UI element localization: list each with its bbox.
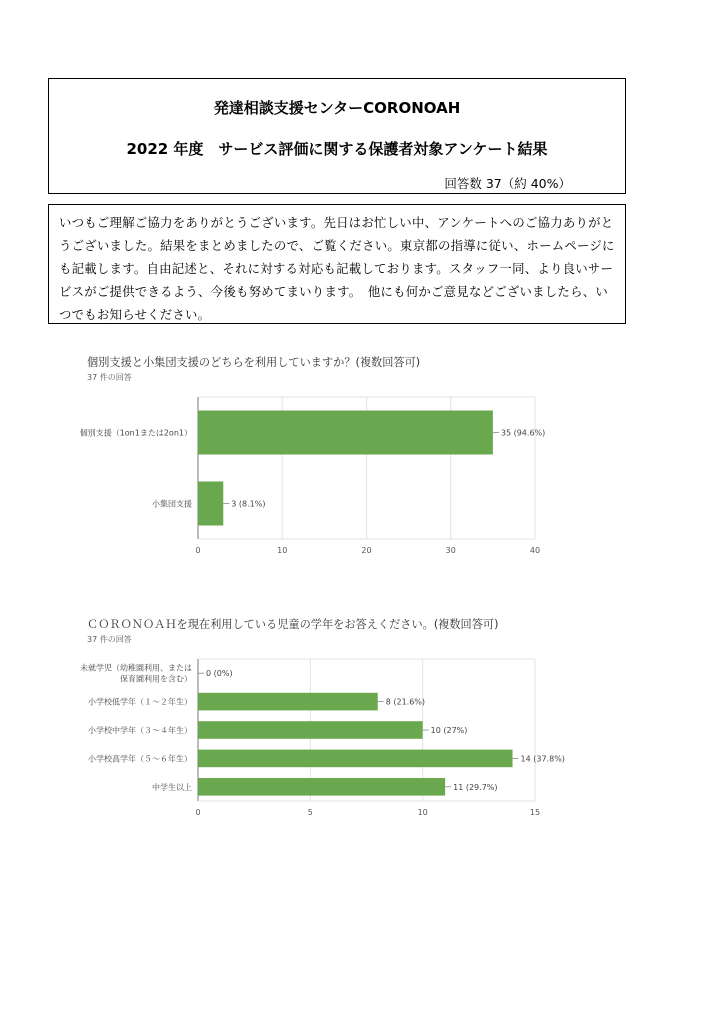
x-tick-label: 0 xyxy=(195,546,201,555)
chart-subtitle: 37 件の回答 xyxy=(87,635,132,644)
bar xyxy=(198,481,223,525)
category-label: 小集団支援 xyxy=(152,499,192,509)
data-label: 10 (27%) xyxy=(430,726,468,735)
category-label: 小学校高学年（５～６年生） xyxy=(88,754,192,764)
data-label: 11 (29.7%) xyxy=(453,782,498,792)
bar xyxy=(198,721,423,739)
chart-grade xyxy=(0,612,724,832)
chart-support-type-svg xyxy=(0,340,724,570)
response-count: 回答数 37（約 40%） xyxy=(444,176,571,191)
x-tick-label: 5 xyxy=(307,808,313,817)
bar xyxy=(198,410,493,454)
chart-subtitle: 37 件の回答 xyxy=(87,373,132,382)
x-tick-label: 10 xyxy=(417,808,428,817)
page-title: 発達相談支援センターCORONOAH xyxy=(213,99,461,117)
chart-support-type xyxy=(0,340,724,570)
x-tick-label: 20 xyxy=(361,546,372,555)
x-tick-label: 15 xyxy=(529,808,541,817)
bar xyxy=(198,693,378,711)
page-subtitle: 2022 年度 サービス評価に関する保護者対象アンケート結果 xyxy=(126,140,548,158)
x-tick-label: 10 xyxy=(277,546,288,555)
data-label: 35 (94.6%) xyxy=(500,428,546,438)
bar xyxy=(198,750,513,768)
x-tick-label: 40 xyxy=(529,546,541,555)
category-label: 個別支援（1on1または2on1） xyxy=(79,428,192,438)
category-label: 中学生以上 xyxy=(152,782,192,792)
category-label: 保育園利用を含む） xyxy=(120,674,192,684)
category-label: 未就学児（幼稚園利用、または xyxy=(80,663,192,673)
data-label: 8 (21.6%) xyxy=(385,697,426,707)
x-tick-label: 0 xyxy=(195,808,201,817)
intro-text: いつもご理解ご協力をありがとうございます。先日はお忙しい中、アンケートへのご協力ありがとうございました。結果をまとめましたので、ご覧ください。東京都の指導に従い、ホームページにも記載します。自由記述と、それに対する対応も記載しております。スタッフ一同、より良いサービスがご提供できるよう、今後も努めてまいります。 他にも何かご意見などございましたら、いつでもお知らせください。 xyxy=(48,204,626,324)
bar xyxy=(198,778,445,796)
chart-title: ＣＯＲＯＮＯＡＨを現在利用している児童の学年をお答えください。(複数回答可) xyxy=(87,618,499,631)
data-label: 14 (37.8%) xyxy=(520,754,565,764)
title-box xyxy=(48,78,626,194)
data-label: 3 (8.1%) xyxy=(231,499,266,509)
data-label: 0 (0%) xyxy=(206,669,233,679)
x-tick-label: 30 xyxy=(445,546,456,555)
category-label: 小学校中学年（３～４年生） xyxy=(88,726,192,735)
category-label: 小学校低学年（１～２年生） xyxy=(88,697,192,707)
chart-grade-svg xyxy=(0,612,724,832)
chart-title: 個別支援と小集団支援のどちらを利用していますか？(複数回答可) xyxy=(87,356,421,369)
